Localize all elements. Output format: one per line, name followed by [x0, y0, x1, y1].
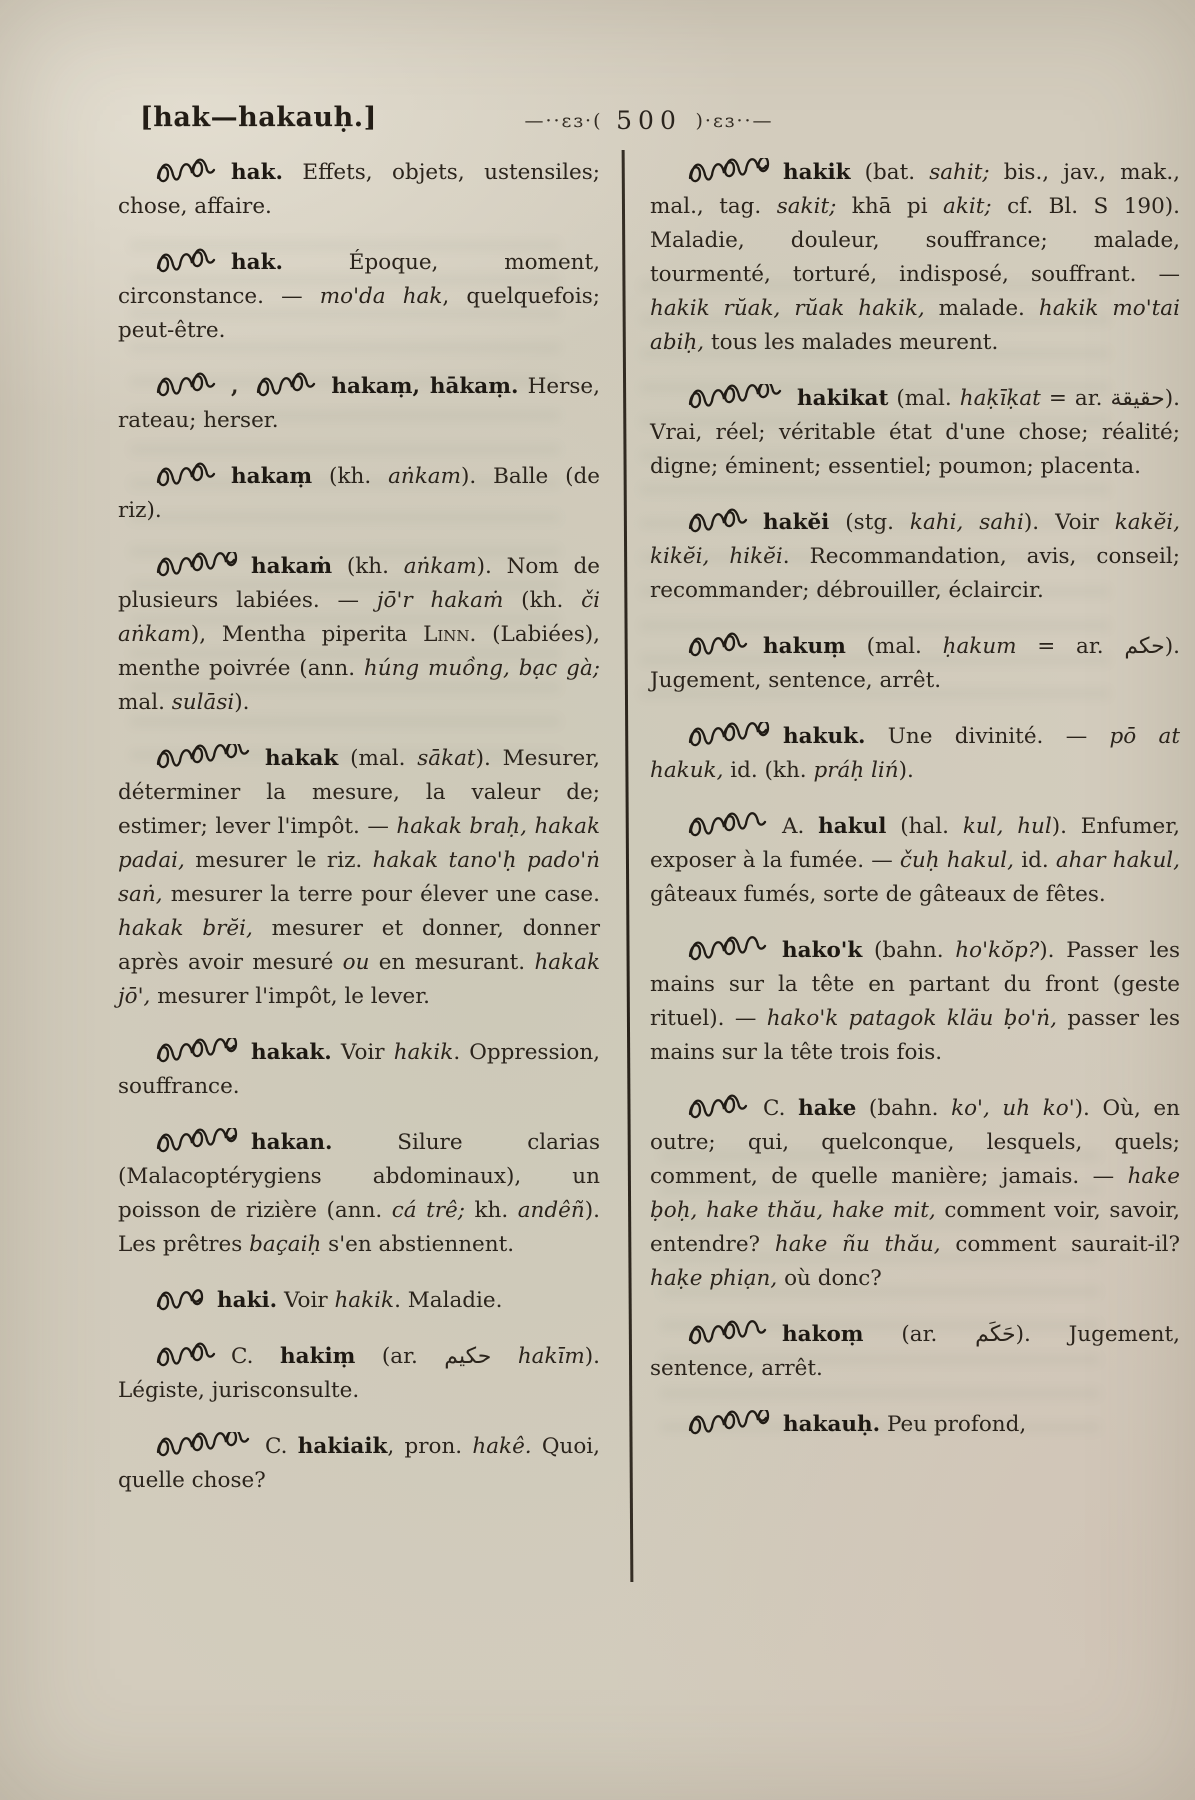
cham-script-glyph — [154, 1038, 240, 1066]
entry-text: Peu profond, — [880, 1412, 1027, 1437]
headword: hakaṃ, hākaṃ. — [331, 374, 519, 399]
entry-text: mesurer et donner, donner après avoir mesuré — [118, 916, 600, 975]
entry-text: id. — [1014, 848, 1056, 873]
entry-text: hakê. — [472, 1434, 532, 1459]
entry-text: khā pi — [836, 194, 944, 219]
headword: hakuṃ — [763, 634, 846, 659]
entry-text: (hal. — [886, 814, 963, 839]
entry-text: où donc? — [777, 1266, 882, 1291]
entry-text: Effets, objets, ustensiles; chose, affaire. — [118, 160, 600, 219]
cham-script-glyph — [686, 1410, 772, 1438]
entry-text: mesurer l'impôt, le lever. — [150, 984, 431, 1009]
page-number: 500 — [616, 106, 682, 135]
dictionary-entry — [650, 630, 1180, 698]
headword: hakak — [265, 746, 339, 771]
entry-text: s'en abstiennent. — [321, 1232, 515, 1257]
entry-text: Quoi, quelle chose? — [118, 1434, 601, 1493]
dictionary-entry — [650, 156, 1180, 360]
entry-text: ḥakum — [942, 634, 1017, 659]
dictionary-entry — [650, 1408, 1180, 1442]
entry-text: (Labiées), menthe poivrée (ann. — [118, 622, 600, 681]
entry-text: Linn. — [423, 622, 477, 647]
headword: hak. — [231, 250, 283, 275]
headword: hakiṃ — [280, 1344, 356, 1369]
entry-text: gâteaux fumés, sorte de gâteaux de fêtes. — [650, 882, 1106, 907]
cham-script-glyph — [686, 936, 771, 964]
entry-text: hakik — [393, 1040, 454, 1065]
entry-text: akit; — [943, 194, 992, 219]
entry-text: . Recommandation, avis, conseil; recommander; débrouiller, éclaircir. — [650, 544, 1180, 603]
dictionary-entry — [118, 1430, 600, 1498]
column-divider — [622, 150, 633, 1582]
entry-text: ko', uh ko' — [951, 1096, 1075, 1121]
headword: hakaṁ — [251, 554, 333, 579]
entry-text: (kh. — [332, 554, 404, 579]
entry-text: = ar. — [1040, 386, 1111, 411]
entry-text: kul, hul — [962, 814, 1052, 839]
entry-text: Voir — [277, 1288, 335, 1313]
entry-text: hakak jō', — [118, 950, 600, 1009]
cham-script-glyph — [686, 632, 752, 660]
headword: hake — [798, 1096, 857, 1121]
entry-text: , pron. — [387, 1434, 473, 1459]
entry-text: aṅkam — [388, 464, 461, 489]
cham-script-glyph — [254, 372, 320, 400]
entry-text: hakik mo'tai abiḥ, — [650, 296, 1180, 355]
dictionary-entry — [118, 550, 600, 720]
entry-text: (mal. — [845, 634, 943, 659]
dictionary-entry — [118, 1126, 600, 1262]
entry-text: mo'da hak — [319, 284, 443, 309]
entry-text: ). Où, en outre; qui, quelconque, lesquels, quels; comment, de quelle manière; jamais. — — [650, 1096, 1180, 1189]
entry-text: C. — [265, 1434, 298, 1459]
arabic-text: حَكَم — [975, 1322, 1016, 1347]
entry-text: (bahn. — [862, 938, 956, 963]
entry-text: (ar. — [863, 1322, 976, 1347]
cham-script-glyph — [154, 1286, 206, 1314]
dictionary-entry — [118, 370, 600, 438]
entry-text: Voir — [331, 1040, 394, 1065]
entry-text: ho'kŏp? — [955, 938, 1040, 963]
entry-text: ). — [234, 690, 250, 715]
entry-text: ). Jugement, sentence, arrêt. — [650, 634, 1180, 693]
entry-text: C. — [231, 1344, 280, 1369]
entry-text: malade. — [924, 296, 1039, 321]
cham-script-glyph — [154, 1128, 240, 1156]
column-left — [118, 156, 600, 1520]
entry-text: mesurer le riz. — [184, 848, 373, 873]
dictionary-entry — [118, 1036, 600, 1104]
entry-text: ), Mentha piperita — [190, 622, 424, 647]
entry-text: ahar hakul, — [1055, 848, 1180, 873]
entry-text: (bat. — [850, 160, 930, 185]
entry-text: tous les malades meurent. — [704, 330, 999, 355]
entry-text: sulāsi — [171, 690, 235, 715]
dictionary-entry — [650, 810, 1180, 912]
entry-text: čuḥ hakul, — [899, 848, 1015, 873]
entry-text: C. — [763, 1096, 799, 1121]
entry-text: hake ñu thău, — [774, 1232, 941, 1257]
entry-text: hake ḅoḥ, hake thău, hake mit, — [650, 1164, 1180, 1223]
dictionary-entry — [650, 1318, 1180, 1386]
glyph-separator: , — [231, 374, 249, 399]
dictionary-entry — [650, 506, 1180, 608]
cham-script-glyph — [154, 1432, 254, 1460]
headword: hako'k — [782, 938, 863, 963]
dictionary-entry — [650, 720, 1180, 788]
entry-text: = ar. — [1016, 634, 1125, 659]
entry-text: práḥ liń — [813, 758, 899, 783]
cham-script-glyph — [686, 812, 771, 840]
headword: hakul — [818, 814, 887, 839]
cham-script-glyph — [154, 462, 220, 490]
entry-text — [491, 1344, 517, 1369]
entry-text: en mesurant. — [369, 950, 535, 975]
entry-text: hakak brĕi, — [118, 916, 253, 941]
cham-script-glyph — [686, 384, 786, 412]
dictionary-entry — [118, 246, 600, 348]
entry-text: ). Mesurer, déterminer la mesure, la valeur de; estimer; lever l'impôt. — — [118, 746, 600, 839]
dictionary-entry — [650, 382, 1180, 484]
cham-script-glyph — [154, 552, 240, 580]
entry-text: húng muồng, bạc gà; — [363, 656, 600, 681]
entry-text: , quelquefois; peut-être. — [118, 284, 600, 343]
entry-text: aṅkam — [403, 554, 477, 579]
entry-text: mesurer la terre pour élever une case. — [162, 882, 600, 907]
dictionary-entry — [650, 1092, 1180, 1296]
headword: hakaṃ — [231, 464, 313, 489]
entry-text: Silure clarias (Malacoptérygiens abdominaux), un poisson de rizière (ann. — [118, 1130, 600, 1223]
entry-text: ). Vrai, réel; véritable état d'une chose; réalité; digne; éminent; essentiel; poumon; placenta. — [650, 386, 1180, 479]
entry-text: bis., jav., mak., mal., tag. — [650, 160, 1180, 219]
entry-text: hakik rŭak, rŭak hakik, — [650, 296, 925, 321]
entry-text: comment voir, savoir, entendre? — [650, 1198, 1180, 1257]
entry-text: kh. — [465, 1198, 518, 1223]
cham-script-glyph — [154, 158, 220, 186]
cham-script-glyph — [686, 508, 752, 536]
entry-text: hakak braḥ, hakak padai, — [118, 814, 600, 873]
entry-text: kahi, sahi — [909, 510, 1024, 535]
entry-text: jō'r hakaṁ — [376, 588, 504, 613]
entry-text: ). Balle (de riz). — [118, 464, 601, 523]
entry-text: baçaiḥ — [249, 1232, 322, 1257]
entry-text: . Oppression, souffrance. — [118, 1040, 600, 1099]
headword: hakoṃ — [782, 1322, 864, 1347]
entry-text: ). Jugement, sentence, arrêt. — [650, 1322, 1180, 1381]
dictionary-entry — [650, 934, 1180, 1070]
dictionary-entry — [118, 460, 600, 528]
dictionary-entry — [118, 1284, 600, 1318]
entry-text: hako'k patagok kläu ḅo'ṅ, — [766, 1006, 1057, 1031]
cham-script-glyph — [154, 744, 254, 772]
cham-script-glyph — [154, 372, 220, 400]
column-right — [650, 156, 1180, 1464]
entry-text: (kh. — [312, 464, 389, 489]
entry-text: haḳe phiạn, — [650, 1266, 778, 1291]
cham-script-glyph — [686, 1094, 752, 1122]
entry-text: mal. — [118, 690, 172, 715]
entry-text: ou — [342, 950, 370, 975]
entry-text: haḳīḳat — [959, 386, 1041, 411]
entry-text: sakit; — [776, 194, 837, 219]
entry-text: andêñ — [517, 1198, 585, 1223]
entry-text: (mal. — [338, 746, 418, 771]
headword: hakĕi — [763, 510, 830, 535]
entry-text: (ar. — [355, 1344, 445, 1369]
headword: hakauḥ. — [783, 1412, 881, 1437]
cham-script-glyph — [686, 722, 772, 750]
entry-text: id. (kh. — [723, 758, 814, 783]
entry-text: ). Nom de plusieurs labiées. — — [118, 554, 600, 613]
dictionary-entry — [118, 156, 600, 224]
entry-text: hakik — [334, 1288, 395, 1313]
headword: hakuk. — [783, 724, 866, 749]
entry-text: . Maladie. — [394, 1288, 503, 1313]
entry-text: kakĕi, kikĕi, hikĕi — [650, 510, 1181, 569]
entry-text: (mal. — [888, 386, 960, 411]
cham-script-glyph — [686, 1320, 771, 1348]
entry-text: Époque, moment, circonstance. — — [118, 250, 600, 309]
page-number-ornament — [524, 106, 773, 135]
arabic-text: حكيم — [444, 1344, 492, 1369]
entry-text: cf. Bl. S 190). Maladie, douleur, souffrance; malade, tourmenté, torturé, indisposé, souffrant. — — [650, 194, 1180, 287]
entry-text: (stg. — [829, 510, 910, 535]
headword: haki. — [217, 1288, 278, 1313]
dictionary-entry — [118, 1340, 600, 1408]
entry-text: ). Voir — [1023, 510, 1115, 535]
entry-text: ). Les prêtres — [118, 1198, 600, 1257]
entry-text: ). Passer les mains sur la tête en partant du front (geste rituel). — — [650, 938, 1180, 1031]
cham-script-glyph — [154, 1342, 220, 1370]
entry-text: passer les mains sur la tête trois fois. — [650, 1006, 1180, 1065]
entry-text: hakak tano'ḥ pado'ṅ saṅ, — [118, 848, 600, 907]
headword: hakak. — [251, 1040, 332, 1065]
entry-text: (kh. — [503, 588, 582, 613]
arabic-text: حقيقة — [1110, 386, 1165, 411]
entry-text: Une divinité. — — [865, 724, 1110, 749]
ornament-left: —··ɛɜ·( — [524, 110, 603, 132]
entry-text: (bahn. — [856, 1096, 952, 1121]
entry-text: ). Légiste, jurisconsulte. — [118, 1344, 601, 1403]
running-head: [hak—hakauḥ.] — [140, 102, 377, 133]
ornament-right: )·ɛɜ··— — [695, 110, 774, 132]
dictionary-entry — [118, 742, 600, 1014]
headword: hakikat — [797, 386, 889, 411]
headword: hakik — [783, 160, 851, 185]
headword: hakiaik — [297, 1434, 388, 1459]
entry-text: sākat — [417, 746, 476, 771]
headword: hakan. — [251, 1130, 333, 1155]
entry-text: či aṅkam — [118, 588, 601, 647]
entry-text: Herse, rateau; herser. — [118, 374, 600, 433]
entry-text: hakīm — [517, 1344, 585, 1369]
entry-text: ). Enfumer, exposer à la fumée. — — [650, 814, 1181, 873]
entry-text: ). — [898, 758, 914, 783]
cham-script-glyph — [154, 248, 220, 276]
entry-text: sahit; — [929, 160, 990, 185]
headword: hak. — [231, 160, 283, 185]
entry-text: cá trê; — [391, 1198, 466, 1223]
entry-text: A. — [782, 814, 819, 839]
cham-script-glyph — [686, 158, 772, 186]
entry-text: comment saurait-il? — [940, 1232, 1181, 1257]
entry-text: pō at hakuk, — [650, 724, 1180, 783]
arabic-text: حكم — [1124, 634, 1165, 659]
